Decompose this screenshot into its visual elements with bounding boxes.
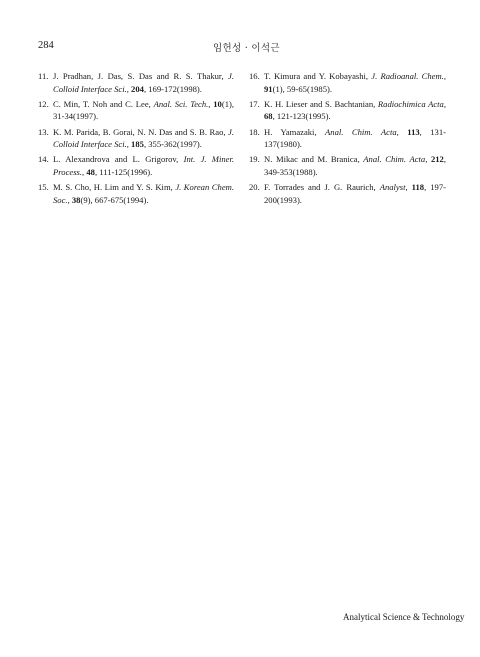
journal-name: J. Radioanal. Chem. bbox=[371, 71, 444, 81]
reference-item bbox=[249, 70, 446, 95]
reference-item bbox=[38, 126, 234, 151]
journal-name: Anal. Chim. Acta bbox=[363, 154, 426, 165]
journal-name: Anal. Chim. Acta bbox=[325, 126, 397, 137]
references-left-column bbox=[38, 70, 234, 209]
reference-text: , 169-172(1998). bbox=[143, 83, 202, 94]
reference-text: , bbox=[405, 182, 412, 193]
reference-item bbox=[249, 181, 446, 206]
volume-number: 68 bbox=[264, 111, 273, 122]
reference-number: 14. bbox=[38, 154, 49, 165]
reference-text: , bbox=[126, 83, 132, 94]
journal-name: J. Korean Chem. Soc. bbox=[53, 182, 234, 205]
reference-text: , 355-362(1997). bbox=[143, 139, 202, 150]
reference-number: 12. bbox=[38, 98, 49, 109]
reference-number: 18. bbox=[249, 126, 260, 137]
reference-text: , 349-353(1988). bbox=[264, 154, 446, 177]
volume-number: 10 bbox=[213, 98, 222, 109]
reference-text: , 111-125(1996). bbox=[94, 166, 153, 177]
volume-number: 212 bbox=[430, 154, 444, 165]
journal-name: Analyst bbox=[379, 182, 406, 193]
reference-text: L. Alexandrova and L. Grigorov, bbox=[53, 154, 184, 165]
volume-number: 48 bbox=[86, 166, 95, 177]
reference-text: , bbox=[67, 194, 72, 205]
journal-name: Int. J. Miner. Process. bbox=[53, 154, 234, 177]
reference-number: 15. bbox=[38, 182, 49, 193]
reference-text: , 197-200(1993). bbox=[264, 182, 446, 205]
journal-name: J. Colloid Interface Sci. bbox=[53, 71, 234, 94]
reference-text: M. S. Cho, H. Lim and Y. S. Kim, bbox=[53, 182, 176, 193]
reference-number: 16. bbox=[249, 71, 260, 81]
reference-text: C. Min, T. Noh and C. Lee, bbox=[53, 98, 154, 109]
reference-item bbox=[249, 98, 446, 123]
reference-text: K. M. Parida, B. Gorai, N. N. Das and S. B. Rao, bbox=[53, 126, 229, 137]
reference-text: K. H. Lieser and S. Bachtanian, bbox=[264, 98, 378, 109]
volume-number: 113 bbox=[407, 126, 420, 137]
journal-name: Radiochimica Acta bbox=[377, 98, 444, 109]
reference-item bbox=[249, 126, 446, 151]
journal-name: Anal. Sci. Tech. bbox=[153, 98, 209, 109]
journal-name: J. Colloid Interface Sci. bbox=[53, 126, 234, 150]
reference-item bbox=[38, 153, 234, 178]
reference-text: , bbox=[443, 71, 446, 81]
reference-number: 20. bbox=[249, 182, 260, 193]
reference-text: , bbox=[425, 154, 431, 165]
reference-text: F. Torrades and J. G. Raurich, bbox=[264, 182, 380, 193]
reference-text: , 121-123(1995). bbox=[272, 111, 331, 122]
reference-number: 11. bbox=[38, 71, 49, 81]
reference-item bbox=[249, 153, 446, 178]
reference-text: , bbox=[443, 98, 446, 109]
reference-text: T. Kimura and Y. Kobayashi, bbox=[264, 71, 372, 81]
reference-text: H. Yamazaki, bbox=[264, 126, 326, 137]
reference-number: 19. bbox=[249, 154, 260, 165]
reference-item bbox=[38, 70, 234, 95]
reference-text: J. Pradhan, J. Das, S. Das and R. S. Thakur, bbox=[53, 71, 229, 81]
reference-text: (1), 59-65(1985). bbox=[272, 83, 333, 94]
reference-number: 13. bbox=[38, 126, 49, 137]
reference-text: N. Mikac and M. Branica, bbox=[264, 154, 364, 165]
reference-text: , bbox=[396, 126, 408, 137]
volume-number: 91 bbox=[264, 83, 273, 94]
volume-number: 118 bbox=[411, 182, 425, 193]
volume-number: 38 bbox=[71, 194, 81, 205]
reference-text: (9), 667-675(1994). bbox=[80, 194, 149, 205]
running-head: 임헌성 · 이석근 bbox=[213, 43, 280, 54]
reference-text: , bbox=[82, 166, 87, 177]
reference-text: , bbox=[208, 98, 214, 109]
reference-text: , 131-137(1980). bbox=[264, 126, 447, 150]
volume-number: 204 bbox=[131, 83, 144, 94]
volume-number: 185 bbox=[131, 139, 144, 150]
reference-item bbox=[38, 181, 234, 206]
reference-text: (1), 31-34(1997). bbox=[53, 98, 234, 122]
reference-text: , bbox=[126, 139, 132, 150]
reference-item bbox=[38, 98, 234, 123]
page-number: 284 bbox=[38, 40, 54, 51]
journal-footer: Analytical Science & Technology bbox=[343, 612, 465, 622]
reference-number: 17. bbox=[249, 98, 260, 109]
references-right-column bbox=[249, 70, 446, 209]
